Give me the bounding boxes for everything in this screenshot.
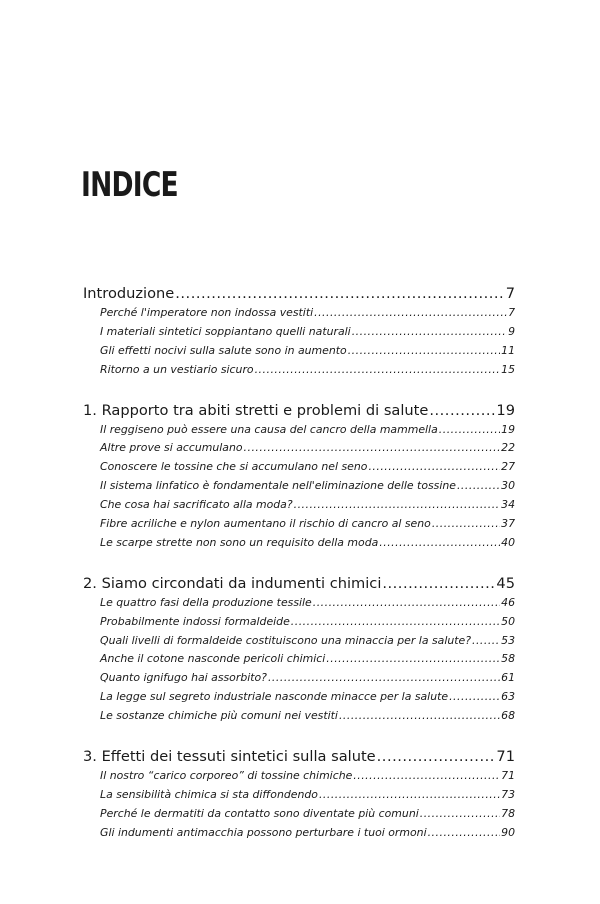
chapter-heading[interactable] <box>83 284 515 304</box>
toc-entry[interactable] <box>83 534 515 553</box>
dot-leader <box>353 767 500 786</box>
dot-leader <box>379 534 500 553</box>
dot-leader <box>291 613 500 632</box>
page-number: 22 <box>501 441 515 455</box>
toc-entry[interactable] <box>83 650 515 669</box>
toc-entry[interactable] <box>83 458 515 477</box>
dot-leader <box>326 650 500 669</box>
page-number: 71 <box>496 748 515 766</box>
dot-leader <box>244 439 501 458</box>
dot-leader <box>432 515 500 534</box>
dot-leader <box>268 669 500 688</box>
dot-leader <box>420 805 500 824</box>
dot-leader <box>255 361 501 380</box>
dot-leader <box>368 458 500 477</box>
page-number: 58 <box>501 652 515 666</box>
entry-title: Il sistema linfatico è fondamentale nell'eliminazione delle tossine <box>100 479 456 493</box>
toc-entry[interactable] <box>83 323 515 342</box>
dot-leader <box>294 496 501 515</box>
entry-title: Le quattro fasi della produzione tessile <box>100 595 312 609</box>
entry-title: Conoscere le tossine che si accumulano nel seno <box>100 460 368 474</box>
dot-leader <box>319 786 500 805</box>
page-number: 46 <box>501 595 515 609</box>
chapter-2 <box>83 574 515 726</box>
toc-entry[interactable] <box>83 515 515 534</box>
toc-entry[interactable] <box>83 632 515 651</box>
entry-title: Anche il cotone nasconde pericoli chimici <box>100 652 326 666</box>
entry-title: Le sostanze chimiche più comuni nei vestiti <box>100 709 338 723</box>
chapter-title: 1. Rapporto tra abiti stretti e problemi di salute <box>83 401 429 419</box>
entry-title: Quali livelli di formaldeide costituiscono una minaccia per la salute? <box>100 633 471 647</box>
page-number: 27 <box>501 460 515 474</box>
dot-leader <box>175 284 504 304</box>
page-number: 73 <box>501 787 515 801</box>
toc-entry[interactable] <box>83 669 515 688</box>
dot-leader <box>339 707 500 726</box>
chapter-title: Introduzione <box>83 285 175 302</box>
chapter-heading[interactable] <box>83 747 515 767</box>
entry-title: La sensibilità chimica si sta diffondendo <box>100 787 318 801</box>
dot-leader <box>348 342 500 361</box>
page-number: 7 <box>508 306 515 319</box>
chapter-title: 3. Effetti dei tessuti sintetici sulla salute <box>83 748 376 766</box>
dot-leader <box>313 594 500 613</box>
page-number: 63 <box>501 690 515 704</box>
toc-entry[interactable] <box>83 342 515 361</box>
toc-entry[interactable] <box>83 421 515 440</box>
entry-title: Le scarpe strette non sono un requisito della moda <box>100 535 379 549</box>
page-number: 37 <box>501 517 515 531</box>
chapter-title: 2. Siamo circondati da indumenti chimici <box>83 574 382 592</box>
dot-leader <box>428 824 501 843</box>
toc-entry[interactable] <box>83 707 515 726</box>
dot-leader <box>457 477 500 496</box>
entry-title: Quanto ignifugo hai assorbito? <box>100 671 267 685</box>
entry-title: Che cosa hai sacrificato alla moda? <box>100 498 293 512</box>
entry-title: I materiali sintetici soppiantano quelli naturali <box>100 324 351 338</box>
entry-title: Ritorno a un vestiario sicuro <box>100 362 254 376</box>
entry-title: Gli effetti nocivi sulla salute sono in aumento <box>100 343 347 357</box>
entry-title: Il nostro “carico corporeo” di tossine chimiche <box>100 769 353 783</box>
dot-leader <box>377 747 496 767</box>
toc-entry[interactable] <box>83 613 515 632</box>
page-number: 15 <box>501 362 515 376</box>
toc-entry[interactable] <box>83 805 515 824</box>
page-number: 50 <box>501 614 515 628</box>
toc-entry[interactable] <box>83 767 515 786</box>
dot-leader <box>382 574 495 594</box>
toc-entry[interactable] <box>83 439 515 458</box>
entry-title: Il reggiseno può essere una causa del cancro della mammella <box>100 422 438 436</box>
page-number: 7 <box>505 285 515 302</box>
chapter-heading[interactable] <box>83 574 515 594</box>
chapter-introduction <box>83 284 515 380</box>
page-number: 90 <box>501 825 515 839</box>
dot-leader <box>352 323 507 342</box>
page-number: 53 <box>501 633 515 647</box>
page-number: 9 <box>508 324 515 338</box>
chapter-3 <box>83 747 515 843</box>
entry-title: Fibre acriliche e nylon aumentano il rischio di cancro al seno <box>100 517 431 531</box>
page-number: 19 <box>501 422 515 436</box>
dot-leader <box>472 632 500 651</box>
table-of-contents <box>83 284 515 864</box>
entry-title: La legge sul segreto industriale nasconde minacce per la salute <box>100 690 449 704</box>
page-number: 11 <box>501 343 515 357</box>
toc-entry[interactable] <box>83 304 515 323</box>
toc-entry[interactable] <box>83 477 515 496</box>
chapter-1 <box>83 401 515 553</box>
toc-entry[interactable] <box>83 496 515 515</box>
entry-title: Perché le dermatiti da contatto sono diventate più comuni <box>100 806 419 820</box>
page-number: 61 <box>501 671 515 685</box>
toc-entry[interactable] <box>83 824 515 843</box>
page-number: 30 <box>501 479 515 493</box>
entry-title: Altre prove si accumulano <box>100 441 243 455</box>
page-number: 71 <box>501 769 515 783</box>
page-number: 40 <box>501 535 515 549</box>
dot-leader <box>429 401 495 421</box>
entry-title: Perché l'imperatore non indossa vestiti <box>100 306 314 319</box>
toc-entry[interactable] <box>83 594 515 613</box>
page-number: 78 <box>501 806 515 820</box>
dot-leader <box>449 688 500 707</box>
dot-leader <box>439 421 500 440</box>
entry-title: Gli indumenti antimacchia possono perturbare i tuoi ormoni <box>100 825 427 839</box>
toc-entry[interactable] <box>83 786 515 805</box>
entry-title: Probabilmente indossi formaldeide <box>100 614 290 628</box>
page-title: INDICE <box>81 165 178 205</box>
toc-entry[interactable] <box>83 688 515 707</box>
page-number: 68 <box>501 709 515 723</box>
dot-leader <box>314 304 507 323</box>
page-number: 19 <box>496 401 515 419</box>
toc-entry[interactable] <box>83 361 515 380</box>
page-number: 45 <box>496 574 515 592</box>
page-number: 34 <box>501 498 515 512</box>
chapter-heading[interactable] <box>83 401 515 421</box>
